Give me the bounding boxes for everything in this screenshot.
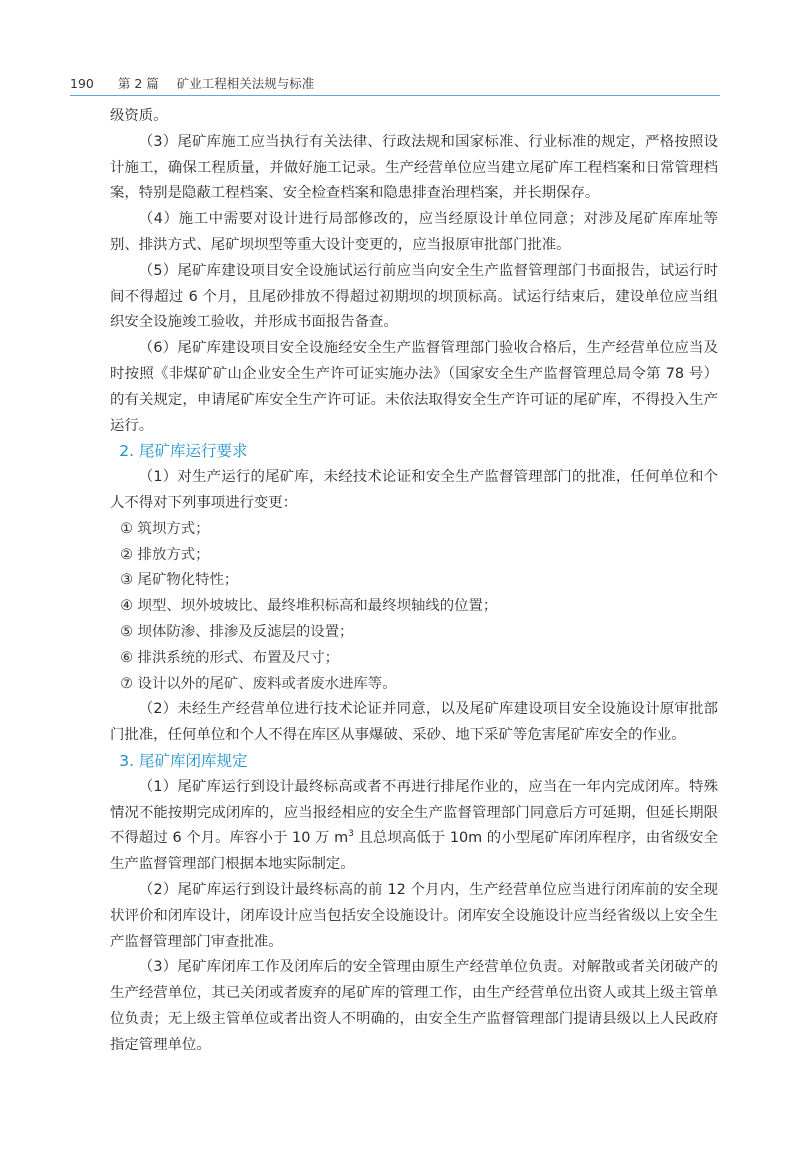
section-heading-operation: 2. 尾矿库运行要求	[119, 442, 248, 461]
section-heading-closure: 3. 尾矿库闭库规定	[119, 751, 248, 770]
superscript: 3	[348, 829, 354, 840]
paragraph: （5）尾矿库建设项目安全设施试运行前应当向安全生产监督管理部门书面报告，试运行时间不得超过 6 个月，且尾砂排放不得超过初期坝的坝顶标高。试运行结束后，建设单位应当组织安全设施竣工验收，并形成书面报告备查。	[110, 262, 718, 331]
list-item: ① 筑坝方式；	[120, 520, 210, 537]
list-item: ② 排放方式；	[120, 546, 210, 563]
paragraph: （6）尾矿库建设项目安全设施经安全生产监督管理部门验收合格后，生产经营单位应当及时按照《非煤矿矿山企业安全生产许可证实施办法》（国家安全生产监督管理总局令第 78 号）的有关规定，申请尾矿库安全生产许可证。未依法取得安全生产许可证的尾矿库，不得投入生产运行。	[110, 340, 718, 434]
page-body	[110, 104, 718, 1058]
page-number: 190	[70, 75, 94, 91]
list-item: ⑦ 设计以外的尾矿、废料或者废水进库等。	[120, 675, 397, 692]
paragraph: （3）尾矿库施工应当执行有关法律、行政法规和国家标准、行业标准的规定，严格按照设计施工，确保工程质量，并做好施工记录。生产经营单位应当建立尾矿库工程档案和日常管理档案，特别是隐蔽工程档案、安全检查档案和隐患排查治理档案，并长期保存。	[110, 133, 718, 202]
paragraph: （4）施工中需要对设计进行局部修改的，应当经原设计单位同意；对涉及尾矿库库址等别、排洪方式、尾矿坝坝型等重大设计变更的，应当报原审批部门批准。	[110, 211, 718, 253]
paragraph-text: 且总坝高低于 10m 的小型尾矿库闭库程序，由省级安全生产监督管理部门根据本地实际制定。	[110, 830, 718, 873]
part-title: 矿业工程相关法规与标准	[176, 76, 315, 91]
list-item: ④ 坝型、坝外坡坡比、最终堆积标高和最终坝轴线的位置；	[120, 598, 498, 615]
list-item: ⑥ 排洪系统的形式、布置及尺寸；	[120, 649, 340, 666]
paragraph: （3）尾矿库闭库工作及闭库后的安全管理由原生产经营单位负责。对解散或者关闭破产的生产经营单位，其已关闭或者废弃的尾矿库的管理工作，由生产经营单位出资人或其上级主管单位负责；无上级主管单位或者出资人不明确的，由安全生产监督管理部门提请县级以上人民政府指定管理单位。	[110, 959, 718, 1053]
running-header	[70, 68, 720, 98]
intro-tail-text: 级资质。	[110, 108, 168, 124]
paragraph-text: （1）尾矿库运行到设计最终标高或者不再进行排尾作业的，应当在一年内完成闭库。特殊情况不能按期完成闭库的，应当报经相应的安全生产监督管理部门同意后方可延期，但延长期限不得超过 6 个月。库容小于 10 万 m	[110, 778, 718, 847]
list-item: ⑤ 坝体防渗、排渗及反滤层的设置；	[120, 623, 354, 640]
part-label: 第 2 篇	[117, 76, 159, 91]
header-rule	[70, 95, 720, 96]
paragraph: （1）对生产运行的尾矿库，未经技术论证和安全生产监督管理部门的批准，任何单位和个人不得对下列事项进行变更：	[110, 469, 718, 511]
list-item: ③ 尾矿物化特性；	[120, 572, 239, 589]
paragraph	[110, 775, 718, 878]
paragraph: （2）未经生产经营单位进行技术论证并同意，以及尾矿库建设项目安全设施设计原审批部门批准，任何单位和个人不得在库区从事爆破、采砂、地下采矿等危害尾矿库安全的作业。	[110, 701, 718, 744]
paragraph: （2）尾矿库运行到设计最终标高的前 12 个月内，生产经营单位应当进行闭库前的安全现状评价和闭库设计，闭库设计应当包括安全设施设计。闭库安全设施设计应当经省级以上安全生产监督管理部门审查批准。	[110, 881, 718, 950]
